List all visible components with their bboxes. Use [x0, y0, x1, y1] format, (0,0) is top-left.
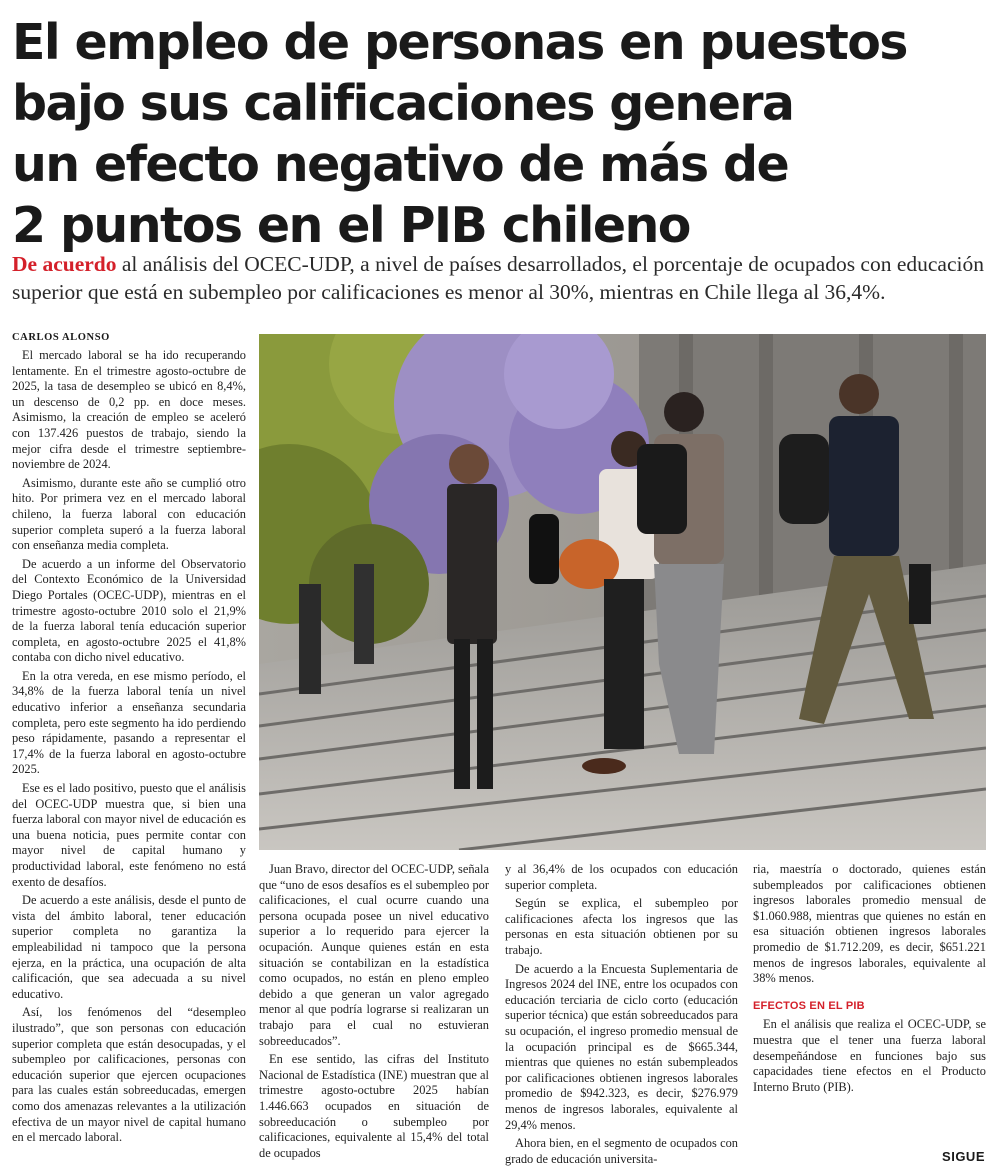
paragraph: ria, maestría o doctorado, quienes están subempleados por calificaciones obtienen ingresos laborales promedio mensual de $1.060.988, mientras que quienes no están en esa situación obtienen ingresos laborales promedio de $1.712.209, es decir, $651.221 menos de ingresos laborales, equivalente al 38% menos. [753, 862, 986, 986]
paragraph: Ahora bien, en el segmento de ocupados con grado de educación universita- [505, 1136, 738, 1166]
paragraph: En ese sentido, las cifras del Instituto Nacional de Estadística (INE) muestran que al trimestre agosto-octubre 2025 habían 1.446.663 ocupados en situación de sobreeducación o subempleo por calificaciones, equivalente al 15,4% del total de ocupados [259, 1052, 489, 1160]
photo-illustration [259, 334, 986, 850]
headline-line: bajo sus calificaciones genera [12, 75, 794, 132]
headline-line: un efecto negativo de más de [12, 136, 789, 193]
paragraph: De acuerdo a este análisis, desde el punto de vista del ámbito laboral, tener educación superior completa no garantiza la empleabilidad ni tampoco que la persona ejerza, en la práctica, una ocupación de alta calificación, que sea adecuada a su nivel educativo. [12, 893, 246, 1001]
paragraph: De acuerdo a la Encuesta Suplementaria de Ingresos 2024 del INE, entre los ocupados con educación terciaria de ciclo corto (educación superior técnica) que están sobreeducados para su ocupación, el ingreso promedio mensual de la ocupación principal es de $665.344, mientras que quienes no están subempleados por calificaciones obtienen ingresos laborales promedio de $942.323, es decir, $276.979 menos de ingresos laborales, equivalente al 29,4% menos. [505, 961, 738, 1132]
article-column-4 [753, 862, 986, 1098]
continue-label: SIGUE [942, 1149, 985, 1164]
paragraph: Asimismo, durante este año se cumplió otro hito. Por primera vez en el mercado laboral chileno, la fuerza laboral con educación superior completa superó a la fuerza laboral con enseñanza media completa. [12, 475, 246, 553]
headline [12, 12, 972, 256]
lede-text: al análisis del OCEC-UDP, a nivel de países desarrollados, el porcentaje de ocupados con educación superior que está en subempleo por calificaciones es menor al 30%, mientras en Chile llega al 36,4%. [12, 252, 984, 304]
lede-lead-in: De acuerdo [12, 252, 117, 276]
headline-line: El empleo de personas en puestos [12, 14, 907, 71]
article-photo [259, 334, 986, 850]
paragraph: El mercado laboral se ha ido recuperando lentamente. En el trimestre agosto-octubre de 2025, la tasa de desempleo se ubicó en 8,4%, un descenso de 0,2 pp. en doce meses. Asimismo, la creación de empleo se aceleró con 137.426 puestos de trabajo, siendo la mejor cifra desde el trimestre septiembre-noviembre de 2024. [12, 348, 246, 472]
section-subhead: EFECTOS EN EL PIB [753, 999, 865, 1012]
paragraph: En el análisis que realiza el OCEC-UDP, se muestra que el tener una fuerza laboral desempeñándose en funciones bajo sus capacidades tiene efectos en el Producto Interno Bruto (PIB). [753, 1017, 986, 1094]
paragraph: Así, los fenómenos del “desempleo ilustrado”, que son personas con educación superior completa que están desocupadas, y el subempleo por calificaciones, personas con educación superior que ejercen ocupaciones para las cuales están sobreeducadas, emergen como dos amenazas relevantes a la utilización efectiva de un mayor nivel de capital humano en el mercado laboral. [12, 1005, 246, 1145]
headline-line: 2 puntos en el PIB chileno [12, 197, 690, 254]
byline: CARLOS ALONSO [12, 332, 110, 343]
lede [12, 250, 987, 306]
article-column-3 [505, 862, 738, 1170]
article-column-1 [12, 348, 246, 1149]
article-column-2 [259, 862, 489, 1164]
paragraph: Juan Bravo, director del OCEC-UDP, señala que “uno de esos desafíos es el subempleo por calificaciones, el cual ocurre cuando una persona ocupada posee un nivel educativo superior a lo requerido para ejercer la ocupación. Aunque quienes están en esta situación se contabilizan en la estadística como ocupados, no están en pleno empleo debido a que generan un valor agregado menor al que podría lograrse si realizaran un trabajo para el cual no estuvieran sobreeducados”. [259, 862, 489, 1048]
paragraph: y al 36,4% de los ocupados con educación superior completa. [505, 862, 738, 892]
paragraph: Según se explica, el subempleo por calificaciones afecta los ingresos que las personas en esta situación obtienen por su trabajo. [505, 896, 738, 957]
paragraph: Ese es el lado positivo, puesto que el análisis del OCEC-UDP muestra que, si bien una fuerza laboral con mayor nivel de educación es una buena noticia, pues permite contar con mayor nivel de capital humano y productividad laboral, este fenómeno no está exento de desafíos. [12, 781, 246, 889]
paragraph: De acuerdo a un informe del Observatorio del Contexto Económico de la Universidad Diego Portales (OCEC-UDP), mientras en el trimestre agosto-octubre 2010 solo el 21,9% de la fuerza laboral tenía educación superior completa, en agosto-octubre 2025 el 41,8% contaba con dicho nivel educativo. [12, 556, 246, 665]
paragraph: En la otra vereda, en ese mismo período, el 34,8% de la fuerza laboral tenía un nivel educativo inferior a enseñanza secundaria completa, pero este segmento ha ido perdiendo peso rápidamente, pasando a representar el 17,4% de la fuerza laboral en agosto-octubre 2025. [12, 668, 246, 777]
